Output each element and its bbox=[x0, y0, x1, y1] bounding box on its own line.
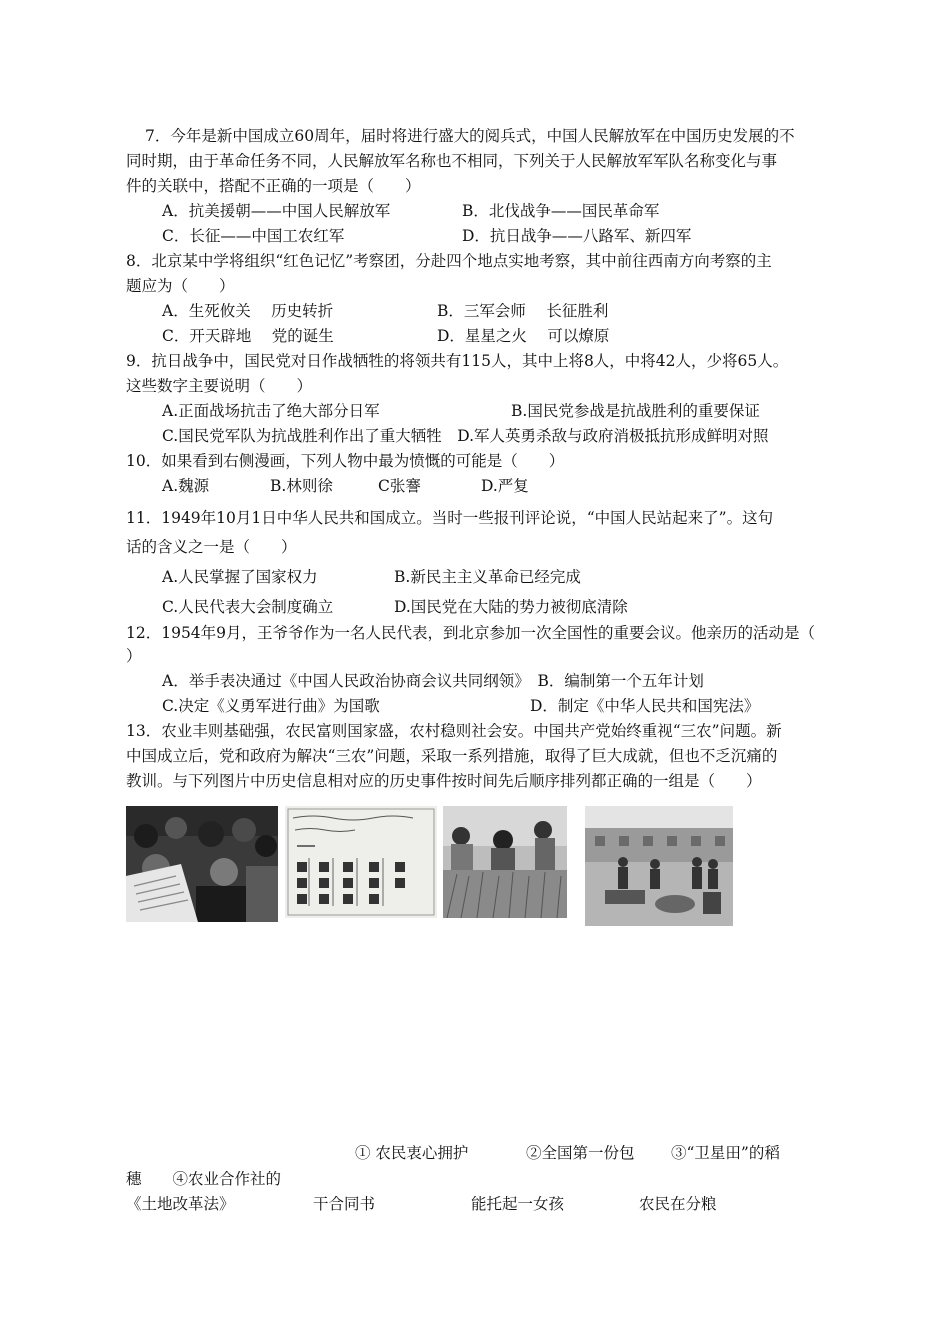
q9-line-2: 这些数字主要说明（ ） bbox=[126, 377, 313, 395]
q12-option-ab: A．举手表决通过《中国人民政治协商会议共同纲领》 B．编制第一个五年计划 bbox=[162, 672, 704, 690]
photo-satellite-field bbox=[443, 806, 567, 918]
q10-option-b: B.林则徐 bbox=[270, 477, 333, 495]
caption-3-line-1: ③“卫星田”的稻 bbox=[671, 1144, 780, 1162]
q7-option-b: B．北伐战争——国民革命军 bbox=[462, 202, 660, 220]
caption-2-line-1: ②全国第一份包 bbox=[526, 1144, 635, 1162]
q7-option-d: D．抗日战争——八路军、新四军 bbox=[462, 227, 692, 245]
q11-option-a: A.人民掌握了国家权力 bbox=[162, 568, 318, 586]
caption-1-line-2: 《土地改革法》 bbox=[126, 1195, 235, 1213]
q8-option-b: B．三军会师 长征胜利 bbox=[437, 302, 609, 320]
q12-line-2: ） bbox=[126, 647, 142, 665]
caption-wrap-line: 穗 ④农业合作社的 bbox=[126, 1170, 282, 1188]
photo-land-reform-crowd bbox=[126, 806, 278, 922]
q9-option-a: A.正面战场抗击了绝大部分日军 bbox=[162, 402, 380, 420]
q9-line-1: 9．抗日战争中，国民党对日作战牺牲的将领共有115人，其中上将8人，中将42人，少将65人。 bbox=[126, 352, 789, 370]
q7-line-1: 7．今年是新中国成立60周年，届时将进行盛大的阅兵式，中国人民解放军在中国历史发展的不 bbox=[145, 127, 795, 145]
caption-2-line-2: 干合同书 bbox=[313, 1195, 376, 1213]
q13-line-3: 教训。与下列图片中历史信息相对应的历史事件按时间先后顺序排列都正确的一组是（ ） bbox=[126, 772, 762, 790]
q8-option-d: D．星星之火 可以燎原 bbox=[437, 327, 610, 345]
q10-option-d: D.严复 bbox=[481, 477, 529, 495]
q7-option-a: A．抗美援朝——中国人民解放军 bbox=[162, 202, 391, 220]
q8-option-a: A．生死攸关 历史转折 bbox=[162, 302, 334, 320]
q11-option-c: C.人民代表大会制度确立 bbox=[162, 598, 334, 616]
q8-line-2: 题应为（ ） bbox=[126, 277, 235, 295]
q7-line-3: 件的关联中，搭配不正确的一项是（ ） bbox=[126, 177, 421, 195]
q7-line-2: 同时期，由于革命任务不同，人民解放军名称也不相同，下列关于人民解放军军队名称变化与事 bbox=[126, 152, 778, 170]
q12-option-c: C.决定《义勇军进行曲》为国歌 bbox=[162, 697, 380, 715]
q12-option-d: D．制定《中华人民共和国宪法》 bbox=[530, 697, 760, 715]
q7-option-c: C．长征——中国工农红军 bbox=[162, 227, 345, 245]
photo-cooperative-grain bbox=[585, 806, 733, 926]
caption-3-line-2: 能托起一女孩 bbox=[471, 1195, 565, 1213]
q9-option-b: B.国民党参战是抗战胜利的重要保证 bbox=[511, 402, 760, 420]
caption-1-line-1: ① 农民衷心拥护 bbox=[355, 1144, 469, 1162]
q9-option-cd: C.国民党军队为抗战胜利作出了重大牺牲 D.军人英勇杀敌与政府消极抵抗形成鲜明对照 bbox=[162, 427, 769, 445]
q8-line-1: 8．北京某中学将组织“红色记忆”考察团，分赴四个地点实地考察，其中前往西南方向考察的主 bbox=[126, 252, 772, 270]
q8-option-c: C．开天辟地 党的诞生 bbox=[162, 327, 334, 345]
q11-option-d: D.国民党在大陆的势力被彻底清除 bbox=[394, 598, 628, 616]
q11-option-b: B.新民主主义革命已经完成 bbox=[394, 568, 581, 586]
q10-line-1: 10．如果看到右侧漫画，下列人物中最为愤慨的可能是（ ） bbox=[126, 452, 565, 470]
q12-line-1: 12．1954年9月，王爷爷作为一名人民代表，到北京参加一次全国性的重要会议。他亲历的活动是（ bbox=[126, 624, 816, 642]
q10-option-c: C张謇 bbox=[378, 477, 421, 495]
q11-line-1: 11．1949年10月1日中华人民共和国成立。当时一些报刊评论说，“中国人民站起来了”。这句 bbox=[126, 509, 774, 527]
photo-contract-document bbox=[285, 806, 437, 918]
q13-line-2: 中国成立后，党和政府为解决“三农”问题，采取一系列措施，取得了巨大成就，但也不乏沉痛的 bbox=[126, 747, 778, 765]
q10-option-a: A.魏源 bbox=[162, 477, 210, 495]
q11-line-2: 话的含义之一是（ ） bbox=[126, 538, 297, 556]
q13-line-1: 13．农业丰则基础强，农民富则国家盛，农村稳则社会安。中国共产党始终重视“三农”问题。新 bbox=[126, 722, 782, 740]
caption-4-line-2: 农民在分粮 bbox=[639, 1195, 717, 1213]
